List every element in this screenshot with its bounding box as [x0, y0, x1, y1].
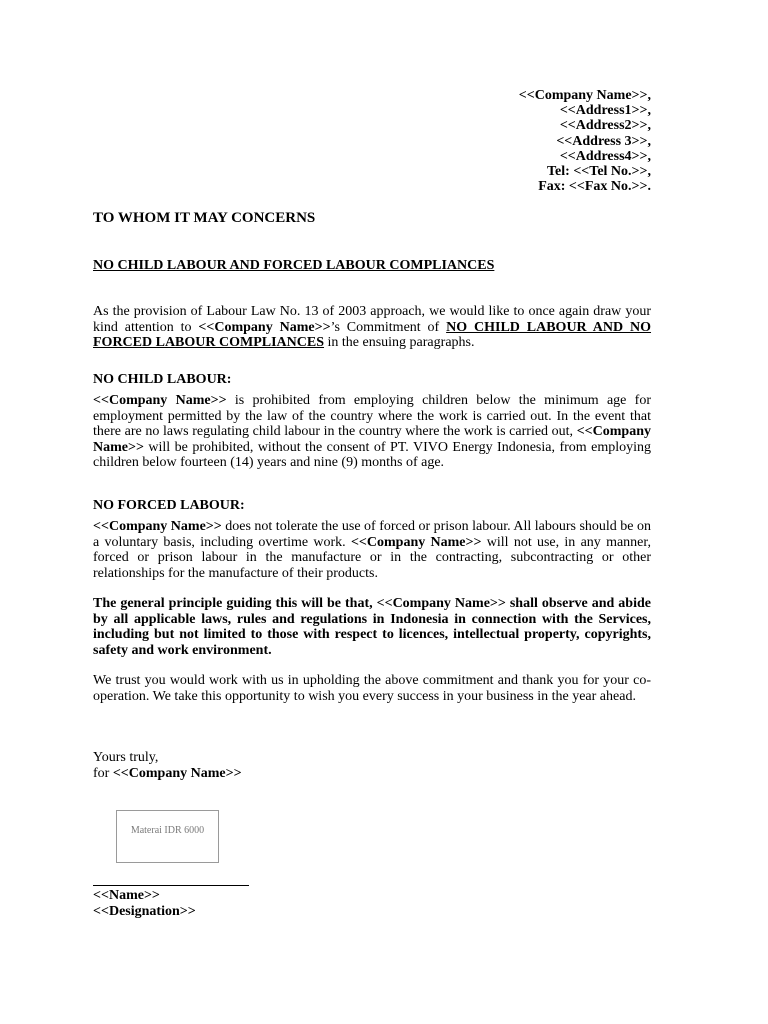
child-labour-text-1: is prohibited from employing children below the minimum age for employment permitted by the law of the country where the work is carried out. In the event that there are no laws regulating child labour in the country where the work is carried out, — [93, 393, 651, 439]
address3-line: <<Address 3>>, — [556, 133, 651, 149]
signatory-designation: <<Designation>> — [93, 904, 196, 919]
child-labour-paragraph — [93, 393, 651, 471]
forced-labour-company-2: <<Company Name>> — [350, 534, 482, 550]
stamp-duty-box: Materai IDR 6000 — [116, 810, 219, 863]
sender-address-block — [519, 88, 651, 194]
child-labour-company-2: <<Company Name>> — [93, 424, 651, 455]
fax-line: Fax: <<Fax No.>>. — [538, 179, 651, 195]
for-prefix: for — [93, 766, 113, 781]
child-labour-heading: NO CHILD LABOUR: — [93, 372, 232, 387]
intro-text-2: ’s Commitment of — [330, 319, 447, 335]
signatory-name: <<Name>> — [93, 888, 160, 903]
forced-labour-paragraph — [93, 519, 651, 581]
address4-line: <<Address4>>, — [559, 148, 651, 164]
company-name-line: <<Company Name>>, — [518, 88, 651, 103]
closing-paragraph: We trust you would work with us in upholding the above commitment and thank you for your co-operation. We take this opportunity to wish you every success in your business in the year ahead. — [93, 673, 651, 704]
salutation: TO WHOM IT MAY CONCERNS — [93, 210, 316, 226]
child-labour-company-1: <<Company Name>> — [93, 393, 227, 408]
intro-company-name: <<Company Name>> — [198, 319, 331, 335]
general-principle-paragraph: The general principle guiding this will be that, <<Company Name>> shall observe and abide by all applicable laws, rules and regulations in Indonesia in connection with the Services, including but not limited to those with respect to licences, intellectual property, copyrights, safety and work environment. — [93, 596, 651, 658]
forced-labour-company-1: <<Company Name>> — [93, 519, 222, 534]
subject-heading: NO CHILD LABOUR AND FORCED LABOUR COMPLIANCES — [93, 258, 495, 273]
yours-truly: Yours truly, — [93, 750, 159, 765]
forced-labour-heading: NO FORCED LABOUR: — [93, 498, 245, 513]
child-labour-text-2: will be prohibited, without the consent of PT. VIVO Energy Indonesia, from employing children below fourteen (14) years and nine (9) months of age. — [93, 439, 651, 470]
address2-line: <<Address2>>, — [559, 118, 651, 134]
tel-line: Tel: <<Tel No.>>, — [547, 164, 651, 180]
intro-text-3: in the ensuing paragraphs. — [324, 335, 475, 350]
forced-labour-text-1: does not tolerate the use of forced or prison labour. All labours should be on a voluntary basis, including overtime work. — [93, 519, 651, 550]
intro-text-1: As the provision of Labour Law No. 13 of 2003 approach, we would like to once again draw your kind attention to — [93, 304, 651, 335]
signature-line — [93, 885, 249, 886]
address1-line: <<Address1>>, — [559, 103, 651, 119]
forced-labour-text-2: will not use, in any manner, forced or prison labour in the manufacture or in the contracting, subcontracting or other relationships for the manufacture of their products. — [93, 534, 651, 581]
intro-paragraph — [93, 304, 651, 351]
for-company-line — [93, 766, 651, 782]
intro-commitment: NO CHILD LABOUR AND NO FORCED LABOUR COMPLIANCES — [93, 319, 652, 350]
signoff-company-name: <<Company Name>> — [112, 766, 242, 781]
